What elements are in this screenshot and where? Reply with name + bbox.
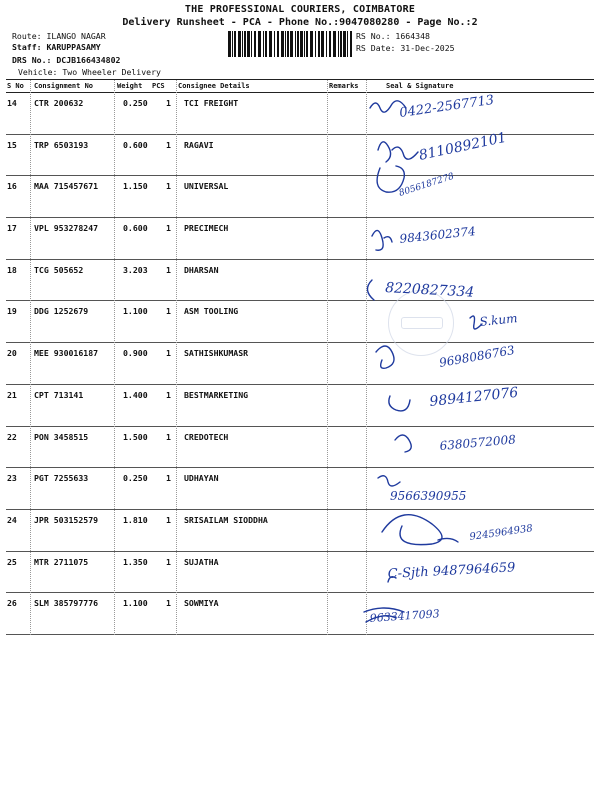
handwritten-phone-number: S.kum bbox=[478, 311, 519, 329]
row-consignee: UNIVERSAL bbox=[184, 181, 229, 192]
row-sno: 23 bbox=[7, 473, 17, 484]
staff-label: Staff: KARUPPASAMY bbox=[12, 42, 101, 52]
row-sno: 25 bbox=[7, 556, 17, 567]
handwritten-phone-number: 8220827334 bbox=[384, 280, 475, 301]
row-weight: 0.900 bbox=[123, 348, 148, 359]
handwritten-phone-number: 8056187278 bbox=[397, 171, 456, 199]
row-pcs: 1 bbox=[166, 98, 171, 108]
row-consignee: BESTMARKETING bbox=[184, 389, 249, 400]
row-consignee: UDHAYAN bbox=[184, 473, 219, 484]
row-consignee: SATHISHKUMASR bbox=[184, 348, 249, 359]
table-row bbox=[6, 260, 594, 302]
row-weight: 0.250 bbox=[123, 473, 148, 484]
handwritten-phone-number: 8110892101 bbox=[417, 129, 508, 164]
handwritten-phone-number: 9566390955 bbox=[390, 489, 467, 503]
table-row bbox=[6, 218, 594, 260]
table-row bbox=[6, 93, 594, 135]
row-weight: 1.150 bbox=[123, 181, 148, 192]
handwritten-phone-number: 9894127076 bbox=[428, 384, 520, 410]
handwritten-phone-number: 9633417093 bbox=[369, 607, 441, 625]
table-row bbox=[6, 593, 594, 635]
row-consignee: DHARSAN bbox=[184, 264, 219, 275]
col-sno: S No bbox=[7, 82, 24, 90]
row-sno: 16 bbox=[7, 181, 17, 192]
table-row bbox=[6, 343, 594, 385]
row-pcs: 1 bbox=[166, 348, 171, 359]
faint-stamp bbox=[388, 290, 454, 356]
row-consignment-no: CPT 713141 bbox=[34, 389, 84, 400]
row-weight: 1.100 bbox=[123, 598, 148, 609]
row-consignee: ASM TOOLING bbox=[184, 306, 239, 317]
row-sno: 24 bbox=[7, 514, 17, 525]
company-title: THE PROFESSIONAL COURIERS, COIMBATORE bbox=[184, 4, 416, 15]
row-pcs: 1 bbox=[166, 473, 171, 484]
handwritten-phone-number: C-Sjth 9487964659 bbox=[387, 560, 516, 582]
handwritten-phone-number: 9843602374 bbox=[398, 224, 477, 246]
row-pcs: 1 bbox=[166, 598, 171, 609]
row-pcs: 1 bbox=[166, 514, 171, 525]
row-consignee: SOWMIYA bbox=[184, 598, 219, 609]
runsheet-subtitle: Delivery Runsheet - PCA - Phone No.:9047080280 - Page No.:2 bbox=[122, 17, 478, 28]
row-sno: 17 bbox=[7, 223, 17, 234]
row-weight: 1.810 bbox=[123, 514, 148, 525]
route-label: Route: ILANGO NAGAR bbox=[12, 31, 106, 41]
row-consignee: TCI FREIGHT bbox=[184, 98, 239, 108]
col-consignment: Consignment No bbox=[34, 82, 94, 90]
drs-number: DRS No.: DCJB166434802 bbox=[12, 55, 121, 65]
rs-date: RS Date: 31-Dec-2025 bbox=[356, 43, 455, 53]
vehicle-label: Vehicle: Two Wheeler Delivery bbox=[18, 67, 161, 77]
row-sno: 20 bbox=[7, 348, 17, 359]
row-consignee: CREDOTECH bbox=[184, 431, 229, 442]
row-weight: 0.600 bbox=[123, 139, 148, 150]
col-pcs: PCS bbox=[152, 82, 165, 90]
runsheet-table bbox=[6, 79, 594, 635]
row-weight: 1.350 bbox=[123, 556, 148, 567]
table-row bbox=[6, 510, 594, 552]
row-consignment-no: MTR 2711075 bbox=[34, 556, 89, 567]
row-pcs: 1 bbox=[166, 223, 171, 234]
handwritten-phone-number: 0422-2567713 bbox=[398, 92, 496, 121]
row-consignment-no: TRP 6503193 bbox=[34, 139, 89, 150]
row-pcs: 1 bbox=[166, 389, 171, 400]
row-weight: 0.250 bbox=[123, 98, 148, 108]
table-row bbox=[6, 552, 594, 594]
row-pcs: 1 bbox=[166, 431, 171, 442]
row-consignment-no: SLM 385797776 bbox=[34, 598, 99, 609]
table-row bbox=[6, 176, 594, 218]
row-pcs: 1 bbox=[166, 556, 171, 567]
row-sno: 14 bbox=[7, 98, 17, 108]
row-sno: 26 bbox=[7, 598, 17, 609]
row-consignee: PRECIMECH bbox=[184, 223, 229, 234]
row-pcs: 1 bbox=[166, 139, 171, 150]
row-consignment-no: MAA 715457671 bbox=[34, 181, 99, 192]
row-pcs: 1 bbox=[166, 264, 171, 275]
row-weight: 1.100 bbox=[123, 306, 148, 317]
table-row bbox=[6, 301, 594, 343]
row-consignment-no: DDG 1252679 bbox=[34, 306, 89, 317]
row-weight: 0.600 bbox=[123, 223, 148, 234]
table-body bbox=[6, 93, 594, 635]
row-consignment-no: CTR 200632 bbox=[34, 98, 84, 108]
row-consignment-no: MEE 930016187 bbox=[34, 348, 99, 359]
row-consignee: SUJATHA bbox=[184, 556, 219, 567]
table-row bbox=[6, 135, 594, 177]
row-sno: 22 bbox=[7, 431, 17, 442]
row-weight: 1.500 bbox=[123, 431, 148, 442]
row-weight: 1.400 bbox=[123, 389, 148, 400]
row-consignment-no: PGT 7255633 bbox=[34, 473, 89, 484]
col-seal-signature: Seal & Signature bbox=[386, 82, 454, 90]
row-sno: 15 bbox=[7, 139, 17, 150]
row-consignment-no: VPL 953278247 bbox=[34, 223, 99, 234]
row-consignment-no: JPR 503152579 bbox=[34, 514, 99, 525]
col-consignee: Consignee Details bbox=[178, 82, 250, 90]
row-sno: 21 bbox=[7, 389, 17, 400]
row-pcs: 1 bbox=[166, 181, 171, 192]
col-remarks: Remarks bbox=[329, 82, 359, 90]
handwritten-phone-number: 6380572008 bbox=[439, 432, 517, 453]
row-consignment-no: PON 3458515 bbox=[34, 431, 89, 442]
row-weight: 3.203 bbox=[123, 264, 148, 275]
barcode-image bbox=[228, 31, 352, 57]
row-pcs: 1 bbox=[166, 306, 171, 317]
handwritten-phone-number: 9245964938 bbox=[468, 523, 534, 543]
table-header bbox=[6, 80, 594, 93]
table-row bbox=[6, 468, 594, 510]
col-weight: Weight bbox=[117, 82, 143, 90]
handwritten-phone-number: 9698086763 bbox=[438, 342, 516, 370]
row-consignee: RAGAVI bbox=[184, 139, 214, 150]
table-row bbox=[6, 385, 594, 427]
row-consignment-no: TCG 505652 bbox=[34, 264, 84, 275]
row-sno: 18 bbox=[7, 264, 17, 275]
row-consignee: SRISAILAM SIODDHA bbox=[184, 514, 268, 525]
row-sno: 19 bbox=[7, 306, 17, 317]
rs-number: RS No.: 1664348 bbox=[356, 31, 430, 41]
table-row bbox=[6, 427, 594, 469]
